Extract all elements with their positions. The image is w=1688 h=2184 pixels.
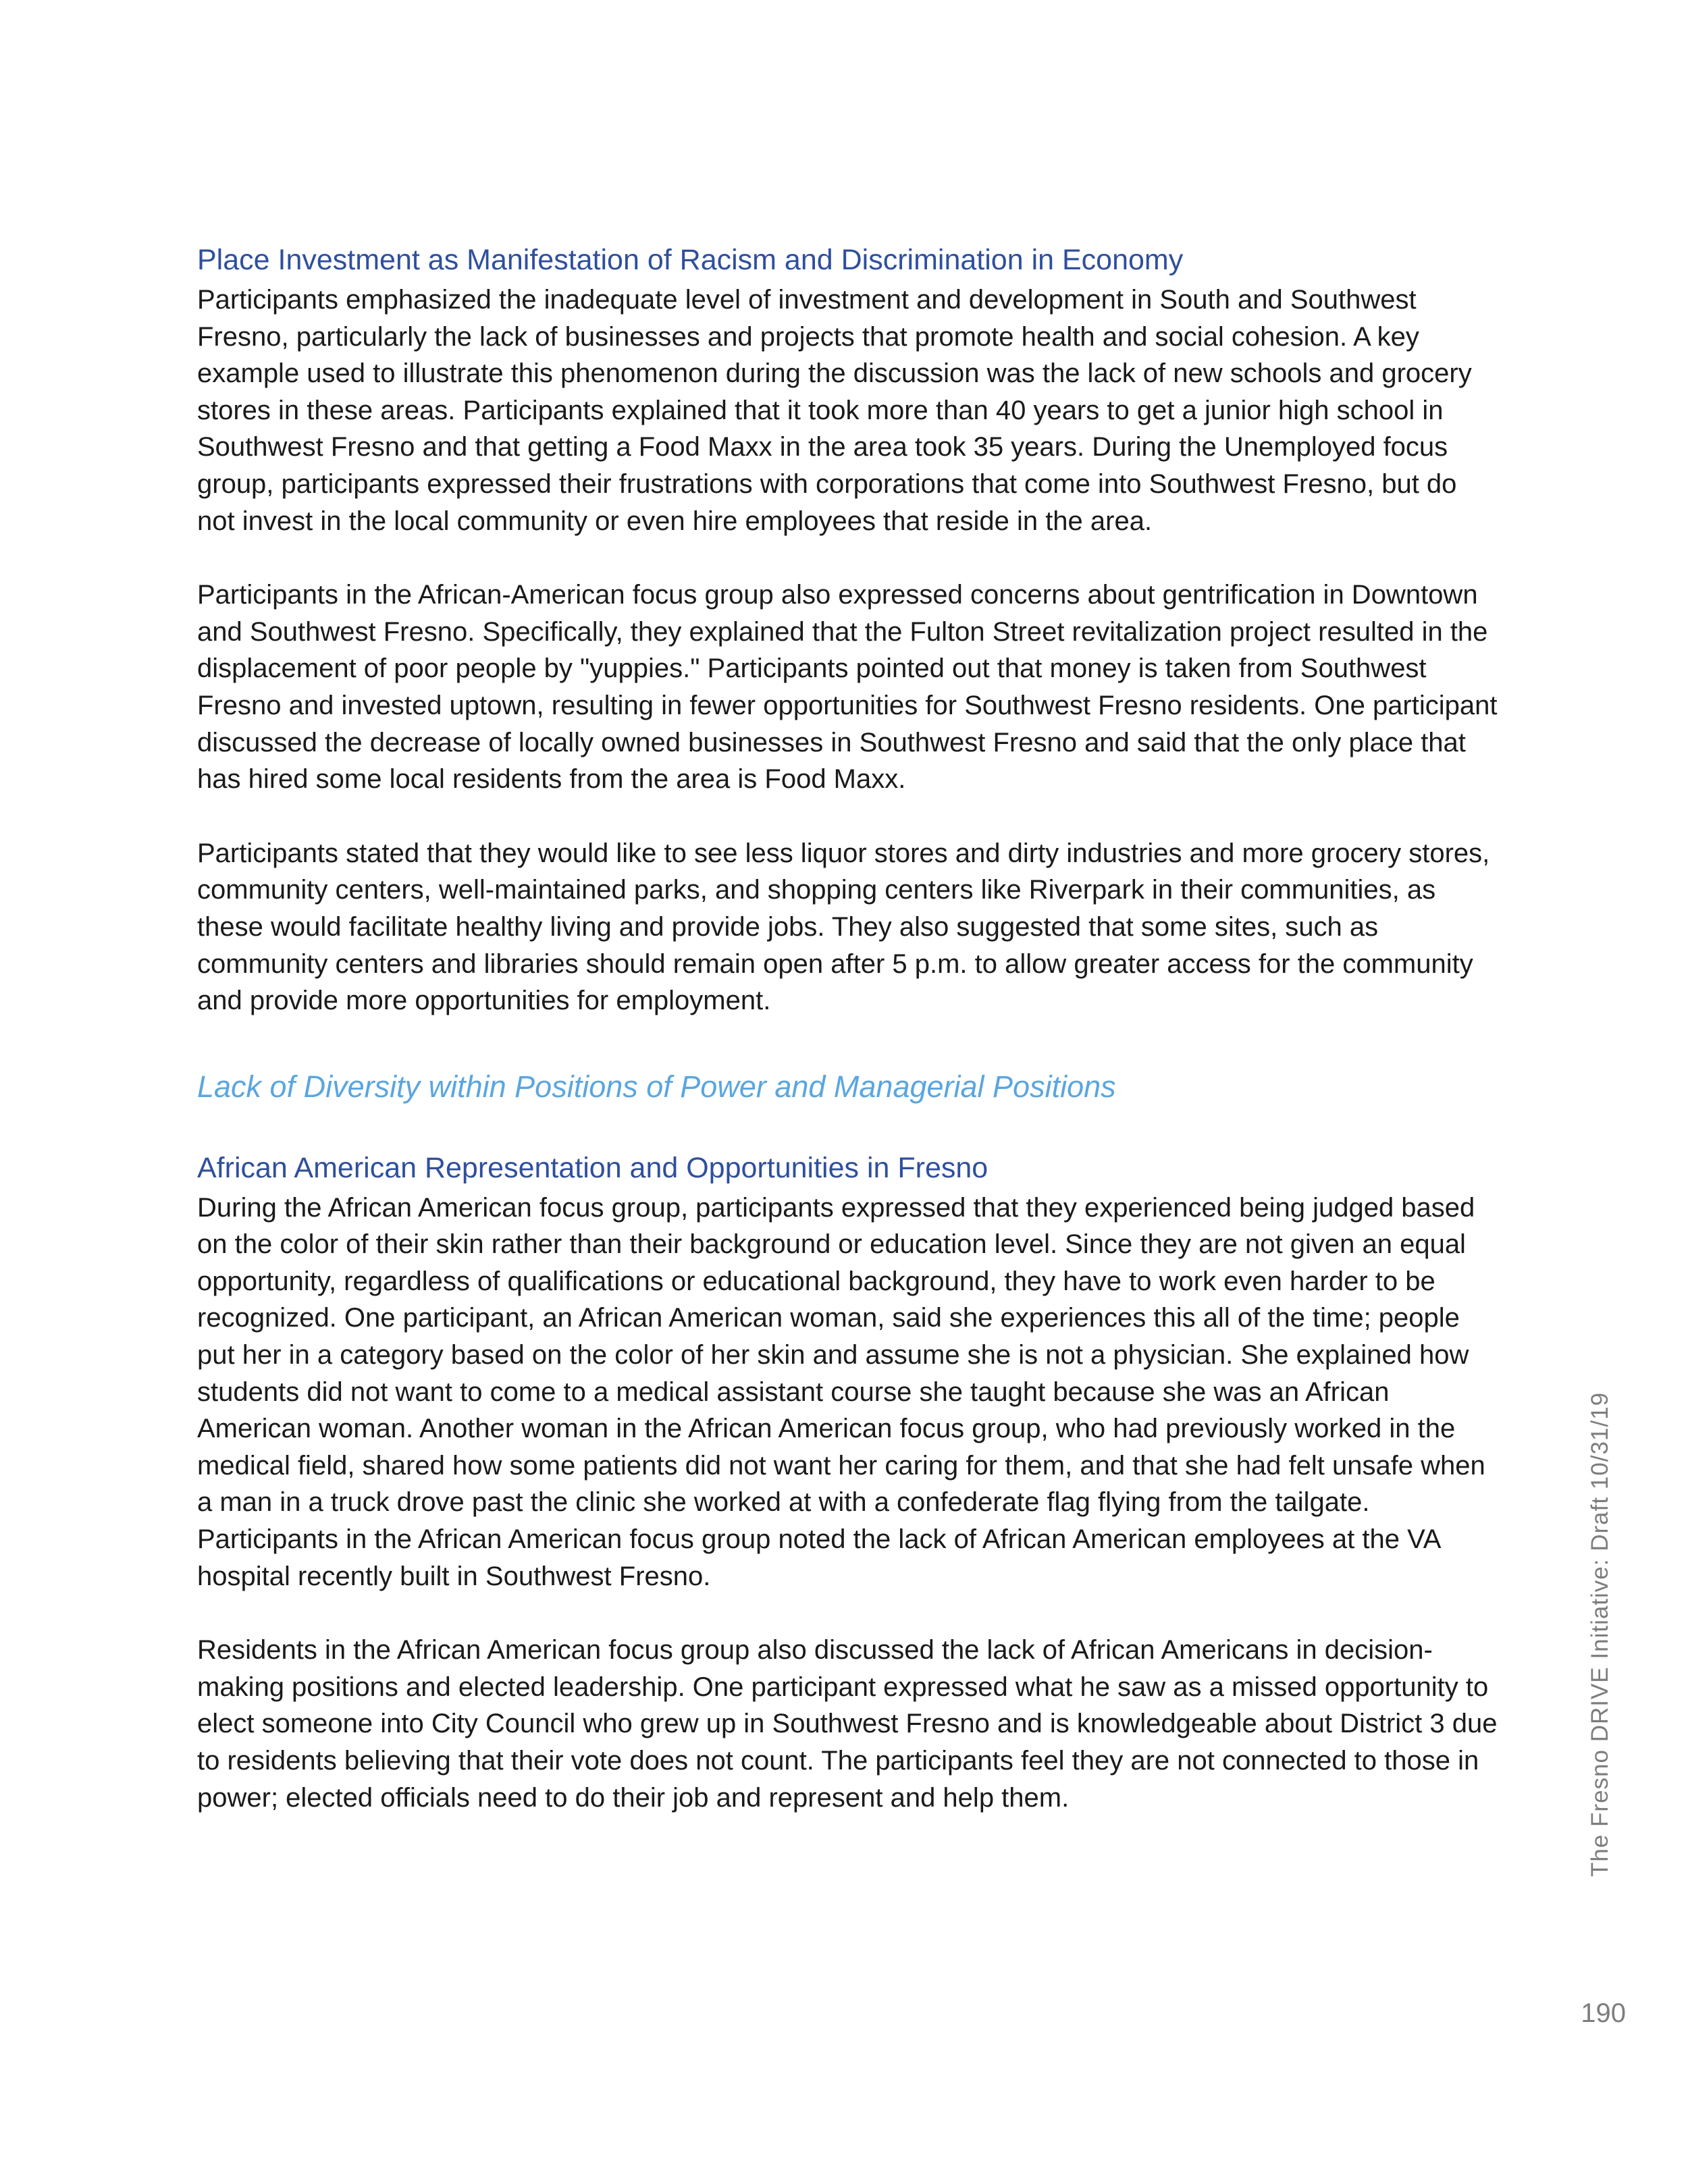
major-heading-lack-of-diversity: Lack of Diversity within Positions of Power and Managerial Positions <box>197 1069 1116 1104</box>
paragraph: Participants in the African-American focus group also expressed concerns about gentrification in Downtown and Southwest Fresno. Specifically, they explained that the Fulton Street revitalization project resulted in the displacement of poor people by "yuppies." Participants pointed out that money is taken from Southwest Fresno and invested uptown, resulting in fewer opportunities for Southwest Fresno residents. One participant discussed the decrease of locally owned businesses in Southwest Fresno and said that the only place that has hired some local residents from the area is Food Maxx. <box>197 580 1498 795</box>
document-body <box>197 240 1500 1816</box>
draft-side-note: The Fresno DRIVE Initiative: Draft 10/31/19 <box>1587 1391 1613 1877</box>
paragraph: Participants emphasized the inadequate level of investment and development in South and Southwest Fresno, particularly the lack of businesses and projects that promote health and social cohesion. A key example used to illustrate this phenomenon during the discussion was the lack of new schools and grocery stores in these areas. Participants explained that it took more than 40 years to get a junior high school in Southwest Fresno and that getting a Food Maxx in the area took 35 years. During the Unemployed focus group, participants expressed their frustrations with corporations that come into Southwest Fresno, but do not invest in the local community or even hire employees that reside in the area. <box>197 285 1472 536</box>
paragraph: During the African American focus group, participants expressed that they experienced being judged based on the color of their skin rather than their background or education level. Since they are not given an equal opportunity, regardless of qualifications or educational background, they have to work even harder to be recognized. One participant, an African American woman, said she experiences this all of the time; people put her in a category based on the color of her skin and assume she is not a physician. She explained how students did not want to come to a medical assistant course she taught because she was an African American woman. Another woman in the African American focus group, who had previously worked in the medical field, shared how some patients did not want her caring for them, and that she had felt unsafe when a man in a truck drove past the clinic she worked at with a confederate flag flying from the tailgate. Participants in the African American focus group noted the lack of African American employees at the VA hospital recently built in Southwest Fresno. <box>197 1192 1485 1591</box>
section-heading-african-american-representation: African American Representation and Opportunities in Fresno <box>197 1151 988 1184</box>
paragraph: Participants stated that they would like to see less liquor stores and dirty industries and more grocery stores, community centers, well-maintained parks, and shopping centers like Riverpark in their communities, as these would facilitate healthy living and provide jobs. They also suggested that some sites, such as community centers and libraries should remain open after 5 p.m. to allow greater access for the community and provide more opportunities for employment. <box>197 838 1490 1016</box>
paragraph: Residents in the African American focus group also discussed the lack of African Americans in decision-making positions and elected leadership. One participant expressed what he saw as a missed opportunity to elect someone into City Council who grew up in Southwest Fresno and is knowledgeable about District 3 due to residents believing that their vote does not count. The participants feel they are not connected to those in power; elected officials need to do their job and represent and help them. <box>197 1635 1498 1813</box>
section-heading-place-investment: Place Investment as Manifestation of Racism and Discrimination in Economy <box>197 244 1184 276</box>
page-number: 190 <box>1581 1998 1626 2028</box>
